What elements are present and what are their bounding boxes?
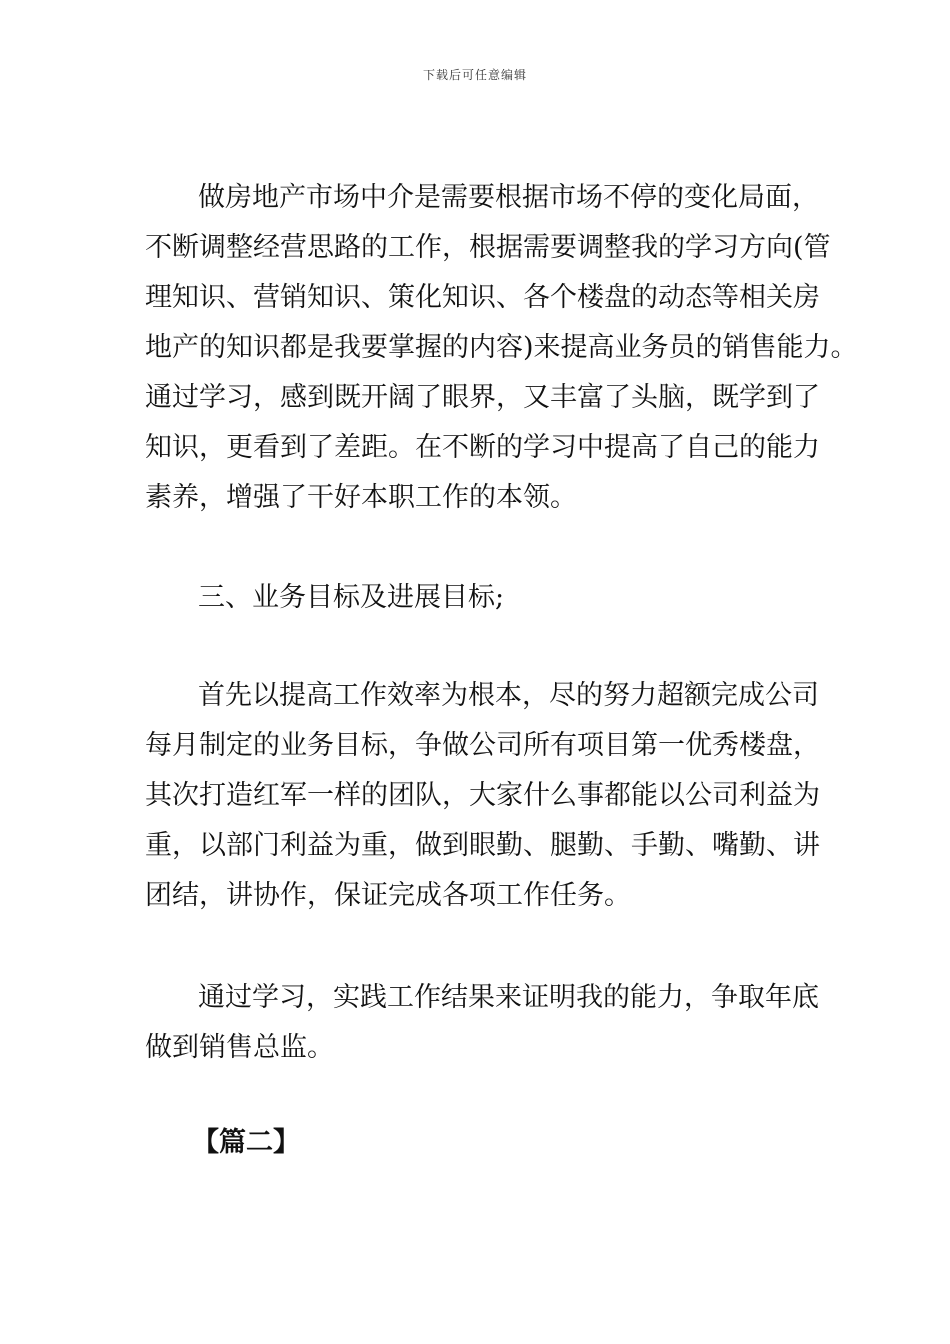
paragraph-1-line-5: 通过学习，感到既开阔了眼界，又丰富了头脑，既学到了: [145, 382, 820, 413]
paragraph-1-line-1: 做房地产市场中介是需要根据市场不停的变化局面，: [198, 182, 819, 213]
paragraph-1-line-6: 知识，更看到了差距。在不断的学习中提高了自己的能力: [145, 432, 820, 463]
paragraph-4-line-2: 做到销售总监。: [145, 1032, 334, 1063]
paragraph-3-line-3: 其次打造红军一样的团队，大家什么事都能以公司利益为: [145, 780, 820, 811]
section-heading: 【篇二】: [192, 1127, 300, 1158]
paragraph-1-line-4: 地产的知识都是我要掌握的内容)来提高业务员的销售能力。: [145, 332, 858, 363]
paragraph-3-line-2: 每月制定的业务目标，争做公司所有项目第一优秀楼盘，: [145, 730, 820, 761]
paragraph-3-line-1: 首先以提高工作效率为根本，尽的努力超额完成公司: [198, 680, 819, 711]
paragraph-3-line-4: 重，以部门利益为重，做到眼勤、腿勤、手勤、嘴勤、讲: [145, 830, 820, 861]
paragraph-4-line-1: 通过学习，实践工作结果来证明我的能力，争取年底: [198, 982, 819, 1013]
paragraph-1-line-3: 理知识、营销知识、策化知识、各个楼盘的动态等相关房: [145, 282, 820, 313]
header-note: 下载后可任意编辑: [422, 68, 527, 82]
paragraph-1-line-2: 不断调整经营思路的工作，根据需要调整我的学习方向(管: [145, 232, 831, 263]
paragraph-1-line-7: 素养，增强了干好本职工作的本领。: [145, 482, 577, 513]
paragraph-3-line-5: 团结，讲协作，保证完成各项工作任务。: [145, 880, 631, 911]
paragraph-2-line-1: 三、业务目标及进展目标;: [198, 582, 505, 613]
